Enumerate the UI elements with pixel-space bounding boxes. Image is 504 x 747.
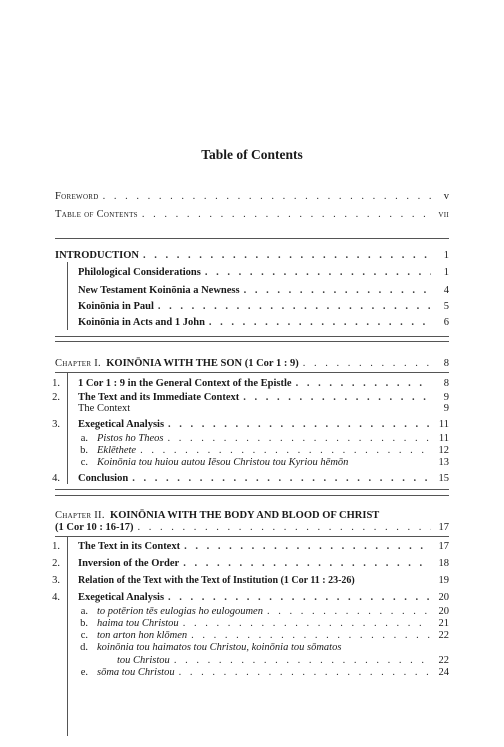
toc-entry[interactable]: The Text in its Context . . . 17 <box>78 540 449 554</box>
section-bracket <box>67 262 68 330</box>
chapter-title: KOINŌNIA WITH THE BODY AND BLOOD OF CHRIST <box>110 510 380 521</box>
chapter-prefix: Chapter I. <box>55 358 101 369</box>
toc-entry[interactable]: Exegetical Analysis . . . 11 <box>78 418 449 432</box>
toc-entry[interactable]: The Context 9 <box>78 403 449 414</box>
toc-entry-chapter-1[interactable] <box>55 357 449 371</box>
entry-page: 1 <box>443 250 449 261</box>
divider <box>55 341 449 342</box>
divider <box>55 336 449 337</box>
toc-page: Table of Contents Foreword . . . v Table of Contents . . . vii INTRODUCTION . . . 1 Philological Considerations . . . 1 New Testament Koinōnia a Newness . . . 4 Koinōnia in Paul . . . 5 Koinōnia in Acts and 1 John . . . 6 Chapter I. KOINŌNIA WITH THE SON (1 Cor 1 : 9) . . . 8 1. 1 Cor 1 : 9 in the General Context of the Epistle . . . 8 2. The Text and its Immediate Context . . . 9 The Context 9 3. Exegetical Analysis . . . 11 a. Pistos ho Theos . . . 11 b. Eklēthete . . . 12 c. Koinōnia tou huiou autou Iēsou Christou tou Kyriou hēmōn 13 4. Conclusion . . . 15 Chapter II. KOINŌNIA WITH THE BODY AND BLOOD OF CHRIST (1 Cor 10 : 16-17) . . . 17 1. The Text in its Context . . . 17 2. Inversion of the Order . . . 18 3. Relation of the Text with the Text of Institution (1 Cor 11 : 23-26) 19 4. Exegetical Analysis . . . 20 a. to potērion tēs eulogias ho eulogoumen . . . 20 b. haima tou Christou . . . 21 c. ton arton hon klōmen . . . 22 d. koinōnia tou haimatos tou Christou, koinōnia tou sōmatos tou Christou . . . 22 e. sōma tou Christou . . . 24 <box>0 0 504 747</box>
toc-entry[interactable]: Inversion of the Order . . . 18 <box>78 557 449 571</box>
page-title: Table of Contents <box>201 147 303 162</box>
entry-page: vii <box>438 209 449 220</box>
entry-page: 8 <box>443 358 449 369</box>
toc-entry[interactable]: haima tou Christou . . . 21 <box>97 617 449 631</box>
toc-entry[interactable]: ton arton hon klōmen . . . 22 <box>97 629 449 643</box>
toc-entry[interactable]: to potērion tēs eulogias ho eulogoumen . . . 20 <box>97 605 449 619</box>
entry-label: Table of Contents <box>55 209 138 220</box>
toc-entry[interactable]: The Text and its Immediate Context . . . 9 <box>78 391 449 405</box>
toc-entry[interactable]: Relation of the Text with the Text of Institution (1 Cor 11 : 23-26) 19 <box>78 575 449 586</box>
chapter-title: KOINŌNIA WITH THE SON (1 Cor 1 : 9) <box>106 358 299 369</box>
toc-entry[interactable]: tou Christou . . . 22 <box>117 654 449 668</box>
toc-entry[interactable]: Philological Considerations . . . 1 <box>78 266 449 280</box>
divider <box>55 495 449 496</box>
toc-entry-foreword[interactable] <box>55 190 449 204</box>
toc-entry[interactable]: Exegetical Analysis . . . 20 <box>78 591 449 605</box>
toc-entry-table-of-contents[interactable] <box>55 208 449 222</box>
toc-entry[interactable]: Pistos ho Theos . . . 11 <box>97 432 449 446</box>
toc-entry[interactable]: Koinōnia in Paul . . . 5 <box>78 300 449 314</box>
toc-entry-chapter-2-cont[interactable]: (1 Cor 10 : 16-17) . . . 17 <box>55 521 449 535</box>
chapter-prefix: Chapter II. <box>55 510 105 521</box>
toc-entry[interactable]: Koinōnia tou huiou autou Iēsou Christou tou Kyriou hēmōn 13 <box>97 457 449 468</box>
entry-page: v <box>443 191 449 202</box>
divider <box>55 372 449 373</box>
entry-label: Foreword <box>55 191 99 202</box>
entry-label: INTRODUCTION <box>55 250 140 261</box>
toc-entry[interactable]: Conclusion . . . 15 <box>78 472 449 486</box>
toc-entry[interactable]: sōma tou Christou . . . 24 <box>97 666 449 680</box>
toc-entry[interactable]: 1 Cor 1 : 9 in the General Context of the Epistle . . . 8 <box>78 377 449 391</box>
toc-entry[interactable]: koinōnia tou haimatos tou Christou, koinōnia tou sōmatos <box>97 642 342 653</box>
toc-entry-introduction[interactable] <box>55 249 449 263</box>
divider <box>55 536 449 537</box>
divider <box>55 238 449 239</box>
toc-entry[interactable]: Koinōnia in Acts and 1 John . . . 6 <box>78 316 449 330</box>
toc-entry[interactable]: Eklēthete . . . 12 <box>97 444 449 458</box>
divider <box>55 489 449 490</box>
toc-entry[interactable]: New Testament Koinōnia a Newness . . . 4 <box>78 284 449 298</box>
